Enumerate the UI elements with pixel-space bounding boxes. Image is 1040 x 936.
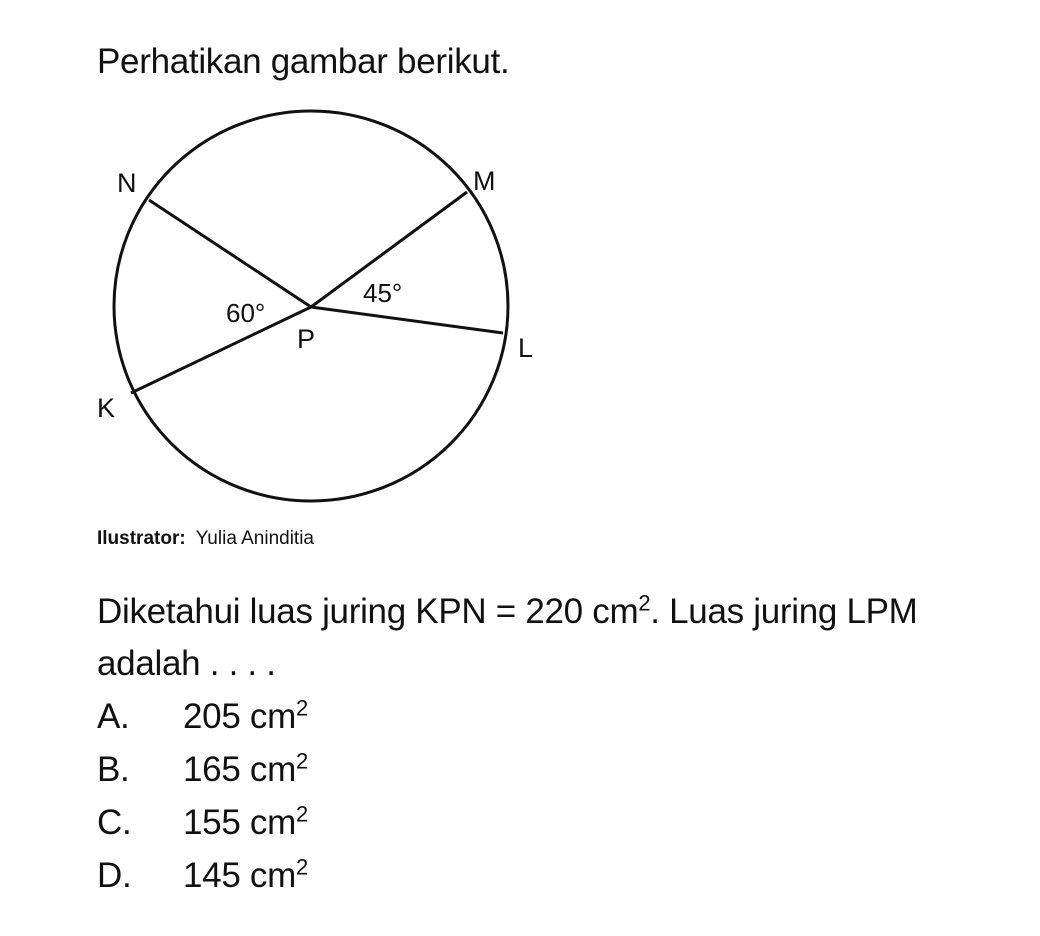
option-c[interactable] xyxy=(97,796,308,849)
point-label-n: N xyxy=(117,168,137,198)
question-text xyxy=(97,586,997,690)
option-b[interactable] xyxy=(97,743,308,796)
angle-label-npk: 60° xyxy=(226,298,266,328)
option-a[interactable] xyxy=(97,690,308,743)
option-letter: C. xyxy=(97,802,132,842)
radius-pk xyxy=(131,307,311,393)
angle-label-mpl: 45° xyxy=(363,278,403,308)
radius-pl xyxy=(311,307,503,333)
question-after: . Luas juring LPM adalah . . . . xyxy=(97,592,918,683)
option-value: 155 $cm^2$ xyxy=(183,800,308,842)
option-letter: D. xyxy=(97,855,132,895)
point-label-k: K xyxy=(97,393,116,423)
question-exponent: 2 xyxy=(638,590,651,616)
point-label-m: M xyxy=(473,166,496,196)
option-letter: B. xyxy=(97,749,130,789)
point-label-l: L xyxy=(518,333,534,363)
option-value: 165 $cm^2$ xyxy=(183,747,308,789)
answer-options xyxy=(97,690,308,902)
credit-value: Yulia Aninditia xyxy=(195,528,315,549)
radius-pn xyxy=(149,200,311,307)
option-value: 145 $cm^2$ xyxy=(183,853,308,895)
option-letter: A. xyxy=(97,696,130,736)
option-value: 205 $cm^2$ xyxy=(183,694,308,736)
option-d[interactable] xyxy=(97,849,308,902)
point-label-p: P xyxy=(297,324,316,354)
illustrator-credit xyxy=(97,528,314,550)
credit-key: Ilustrator: xyxy=(97,528,186,549)
question-before: Diketahui luas juring KPN = 220 cm xyxy=(97,592,639,631)
page-title: Perhatikan gambar berikut. xyxy=(97,42,510,81)
